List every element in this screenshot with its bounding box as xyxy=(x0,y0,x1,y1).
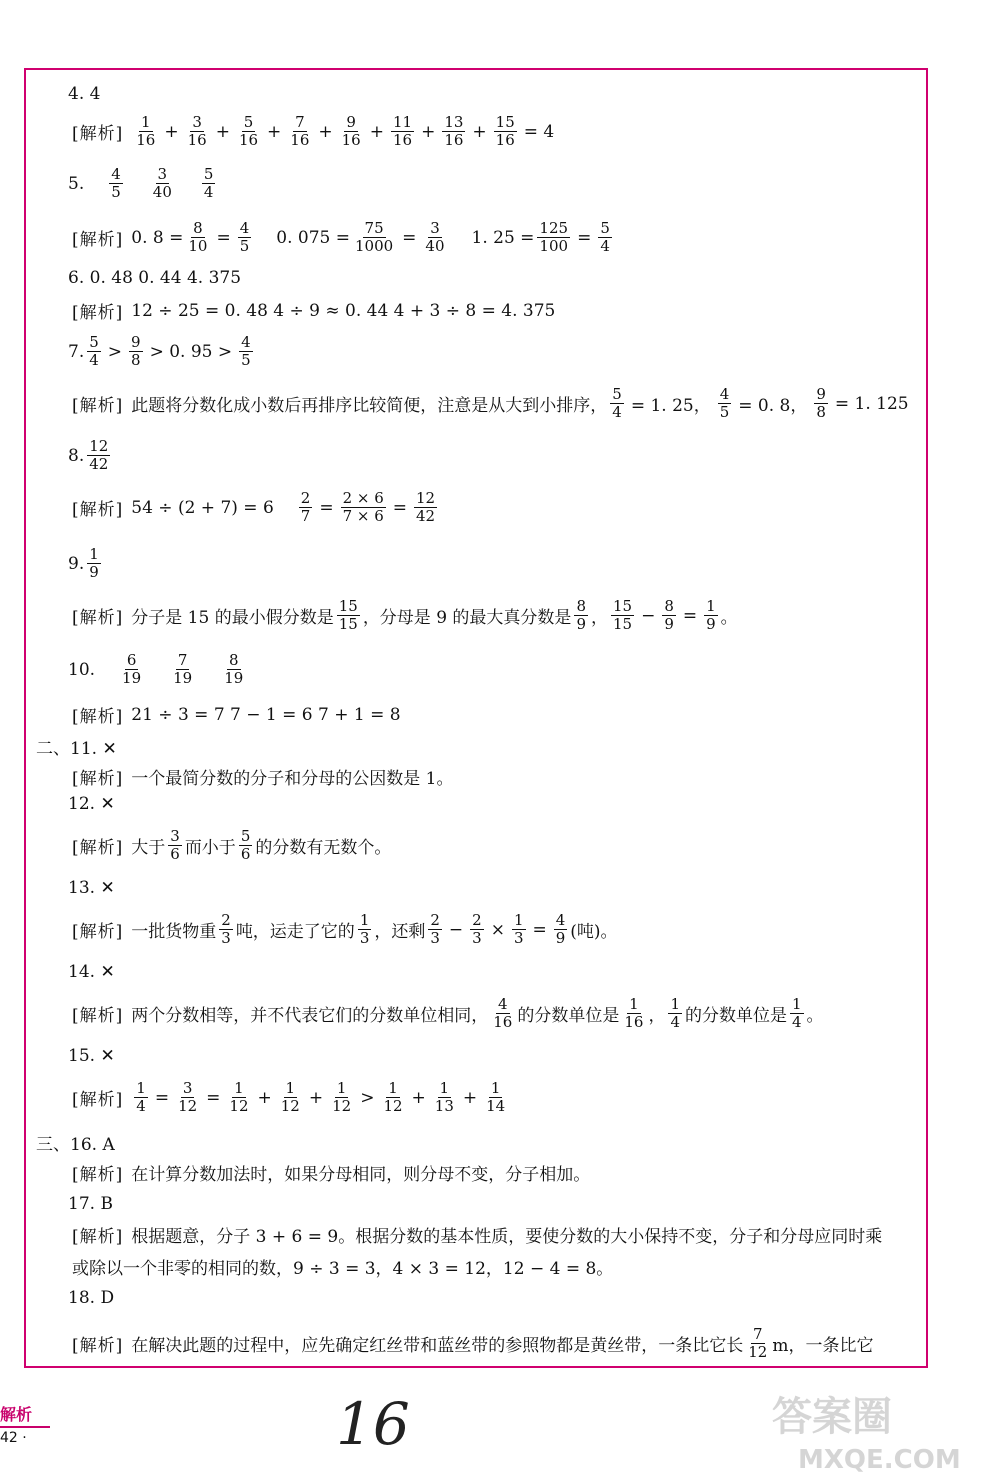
denominator: 4 xyxy=(612,403,622,421)
q14-analysis xyxy=(72,996,824,1031)
fraction xyxy=(279,1080,302,1115)
fraction xyxy=(186,114,209,149)
operator: > 0. 95 > xyxy=(149,341,233,362)
denominator: 42 xyxy=(89,455,109,473)
operator: = xyxy=(216,227,231,248)
fraction xyxy=(353,220,395,255)
footer-rule xyxy=(0,1426,50,1428)
numerator: 8 xyxy=(229,651,239,669)
analysis-text: 21 ÷ 3 = 7 7 − 1 = 6 7 + 1 = 8 xyxy=(131,704,401,725)
text: 的分数有无数个。 xyxy=(255,838,392,858)
operator: > xyxy=(107,341,123,362)
operator: × xyxy=(490,919,505,940)
fraction xyxy=(622,996,645,1031)
q15-analysis xyxy=(72,1080,510,1115)
denominator: 4 xyxy=(600,237,610,255)
analysis-text: 根据题意，分子 3 + 6 = 9。根据分数的基本性质，要使分数的大小保持不变，分子和分母应同时乘 xyxy=(131,1227,883,1247)
denominator: 15 xyxy=(612,615,633,633)
operator: + xyxy=(462,1087,478,1108)
numerator: 3 xyxy=(157,165,168,183)
denominator: 16 xyxy=(392,131,413,149)
footer-label: 解析 xyxy=(0,1405,33,1424)
numerator: 1 xyxy=(89,545,99,563)
analysis-tag: [解析] xyxy=(72,1165,124,1185)
numerator: 5 xyxy=(600,219,610,237)
operator: − xyxy=(641,605,656,626)
fraction xyxy=(219,912,233,947)
denominator: 3 xyxy=(472,929,482,947)
fraction xyxy=(537,220,570,255)
fraction xyxy=(176,1080,199,1115)
denominator: 16 xyxy=(341,131,361,149)
answer-fraction xyxy=(120,652,143,687)
denominator: 12 xyxy=(383,1097,403,1115)
fraction xyxy=(168,828,182,863)
analysis-text: 或除以一个非零的相同的数，9 ÷ 3 = 3，4 × 3 = 12，12 − 4 = 8。 xyxy=(72,1259,614,1279)
numerator: 15 xyxy=(495,113,515,131)
denominator: 5 xyxy=(111,183,121,201)
fraction xyxy=(574,598,588,633)
answer-number: 8. xyxy=(68,445,85,466)
denominator: 4 xyxy=(203,183,214,201)
q14-answer xyxy=(68,962,115,982)
operator: = xyxy=(402,227,417,248)
q4-analysis xyxy=(72,114,558,149)
fraction xyxy=(718,386,732,421)
q8-analysis xyxy=(72,490,440,525)
analysis-text: 54 ÷ (2 + 7) = 6 xyxy=(131,497,274,518)
numerator: 1 xyxy=(629,995,639,1013)
denominator: 16 xyxy=(495,131,515,149)
q8-answer xyxy=(68,438,113,473)
fraction xyxy=(337,598,360,633)
fraction xyxy=(239,334,253,369)
analysis-text: 在计算分数加法时，如果分母相同，则分母不变，分子相加。 xyxy=(131,1165,591,1185)
denominator: 100 xyxy=(539,237,569,255)
denominator: 9 xyxy=(706,615,716,633)
fraction xyxy=(134,114,157,149)
denominator: 7 xyxy=(300,507,311,525)
fraction xyxy=(186,220,209,255)
numerator: 12 xyxy=(89,437,109,455)
numerator: 7 xyxy=(753,1325,763,1343)
answer-text: 6. 0. 48 0. 44 4. 375 xyxy=(68,268,242,288)
denominator: 7 × 6 xyxy=(342,507,384,525)
fraction xyxy=(428,912,442,947)
denominator: 19 xyxy=(224,669,244,687)
fraction xyxy=(238,220,252,255)
operator: = xyxy=(319,497,334,518)
numerator: 9 xyxy=(131,333,141,351)
denominator: 9 xyxy=(576,615,586,633)
numerator: 2 xyxy=(300,489,311,507)
denominator: 9 xyxy=(89,563,99,581)
fraction xyxy=(239,828,253,863)
answer-text: 13. ✕ xyxy=(68,878,115,898)
denominator: 10 xyxy=(188,237,208,255)
operator: = xyxy=(392,497,408,518)
text: 的分数单位是 xyxy=(685,1006,787,1026)
answer-fraction xyxy=(171,652,194,687)
denominator: 3 xyxy=(513,929,524,947)
denominator: 14 xyxy=(486,1097,506,1115)
analysis-tag: [解析] xyxy=(72,707,124,727)
denominator: 12 xyxy=(748,1343,768,1361)
denominator: 4 xyxy=(792,1013,802,1031)
numerator: 8 xyxy=(193,219,203,237)
operator: + xyxy=(257,1087,272,1108)
q15-answer xyxy=(68,1046,115,1066)
numerator: 7 xyxy=(177,651,188,669)
q10-answer xyxy=(68,652,248,687)
analysis-tag: [解析] xyxy=(72,1006,124,1026)
denominator: 6 xyxy=(170,845,180,863)
analysis-tag: [解析] xyxy=(72,1336,124,1356)
numerator: 1 xyxy=(141,113,151,131)
page-number: 42 · xyxy=(0,1430,27,1446)
q17-analysis xyxy=(72,1222,882,1247)
numerator: 11 xyxy=(392,113,413,131)
numerator: 5 xyxy=(203,165,214,183)
numerator: 5 xyxy=(243,113,254,131)
denominator: 3 xyxy=(359,929,370,947)
answer-text: 14. ✕ xyxy=(68,962,115,982)
answer-text: 18. D xyxy=(68,1288,115,1308)
denominator: 9 xyxy=(664,615,674,633)
denominator: 9 xyxy=(555,929,566,947)
operator: > xyxy=(360,1087,375,1108)
q9-answer xyxy=(68,546,104,581)
q11-analysis xyxy=(72,764,454,789)
denominator: 16 xyxy=(238,131,259,149)
q13-analysis xyxy=(72,912,618,947)
operator: = xyxy=(206,1087,221,1108)
text: 。 xyxy=(720,608,738,628)
numerator: 5 xyxy=(89,333,99,351)
operator: + xyxy=(267,121,282,142)
fraction xyxy=(134,1080,148,1115)
fraction xyxy=(227,1080,250,1115)
denominator: 8 xyxy=(131,351,141,369)
q18-analysis xyxy=(72,1326,873,1361)
denominator: 16 xyxy=(136,131,156,149)
operator: + xyxy=(318,121,333,142)
handwritten-page-number: 16 xyxy=(336,1390,410,1458)
text: 大于 xyxy=(131,838,166,858)
denominator: 15 xyxy=(338,615,358,633)
q17-answer xyxy=(68,1194,113,1214)
denominator: 4 xyxy=(136,1097,146,1115)
q5-answer xyxy=(68,166,218,201)
q18-answer xyxy=(68,1288,114,1308)
numerator: 4 xyxy=(239,219,250,237)
analysis-tag: [解析] xyxy=(72,124,124,144)
numerator: 15 xyxy=(338,597,358,615)
numerator: 1 xyxy=(439,1079,450,1097)
denominator: 4 xyxy=(670,1013,680,1031)
fraction xyxy=(358,912,372,947)
operator: + xyxy=(421,121,436,142)
operator: + xyxy=(308,1087,324,1108)
answer-fraction xyxy=(87,438,110,473)
numerator: 15 xyxy=(612,597,633,615)
denominator: 3 xyxy=(221,929,231,947)
text: 1. 25 = xyxy=(471,227,535,248)
text: ， xyxy=(590,608,608,628)
analysis-tag: [解析] xyxy=(72,1090,124,1110)
analysis-tag: [解析] xyxy=(72,500,124,520)
numerator: 6 xyxy=(126,651,137,669)
q7-analysis xyxy=(72,386,913,421)
numerator: 4 xyxy=(241,333,251,351)
q10-analysis xyxy=(72,702,401,727)
text: 两个分数相等，并不代表它们的分数单位相同， xyxy=(131,1006,489,1026)
answer-fraction xyxy=(151,166,174,201)
numerator: 7 xyxy=(295,113,305,131)
fraction xyxy=(237,114,260,149)
q13-answer xyxy=(68,878,115,898)
numerator: 1 xyxy=(285,1079,296,1097)
answer-text: 15. ✕ xyxy=(68,1046,115,1066)
numerator: 4 xyxy=(111,165,121,183)
denominator: 40 xyxy=(425,237,445,255)
answer-number: 7. xyxy=(68,341,85,362)
watermark-text: 答案圈 xyxy=(772,1394,892,1440)
numerator: 1 xyxy=(136,1079,146,1097)
fraction xyxy=(414,490,437,525)
numerator: 2 xyxy=(472,911,482,929)
answer-number: 9. xyxy=(68,553,85,574)
q9-analysis xyxy=(72,598,738,633)
fraction xyxy=(746,1326,769,1361)
section-2-q11-answer xyxy=(36,734,117,759)
analysis-text: 一个最简分数的分子和分母的公因数是 1。 xyxy=(131,769,454,789)
operator: + xyxy=(472,121,487,142)
operator: = xyxy=(577,227,592,248)
fraction xyxy=(704,598,718,633)
fraction xyxy=(610,386,624,421)
denominator: 5 xyxy=(239,237,250,255)
numerator: 3 xyxy=(170,827,180,845)
denominator: 13 xyxy=(434,1097,454,1115)
denominator: 16 xyxy=(624,1013,644,1031)
answer-number: 5. xyxy=(68,173,85,194)
analysis-tag: [解析] xyxy=(72,303,124,323)
denominator: 16 xyxy=(493,1013,513,1031)
text: (吨)。 xyxy=(570,922,618,942)
q6-answer xyxy=(68,268,241,288)
numerator: 9 xyxy=(816,385,826,403)
operator: = xyxy=(682,605,698,626)
answer-fraction xyxy=(109,166,123,201)
section-label: 二、11. ✕ xyxy=(36,739,117,759)
q16-analysis xyxy=(72,1160,590,1185)
fraction xyxy=(330,1080,353,1115)
fraction xyxy=(391,114,414,149)
operator: − xyxy=(448,919,464,940)
operator: + xyxy=(215,121,230,142)
fraction xyxy=(340,114,363,149)
operator: + xyxy=(411,1087,426,1108)
fraction xyxy=(790,996,804,1031)
q12-answer xyxy=(68,794,115,814)
operator: = 4 xyxy=(523,121,555,142)
analysis-text: m，一条比它 xyxy=(772,1336,874,1356)
numerator: 13 xyxy=(444,113,464,131)
fraction xyxy=(87,334,101,369)
watermark-url: MXQE.COM xyxy=(798,1445,961,1475)
fraction xyxy=(494,114,517,149)
analysis-tag: [解析] xyxy=(72,1227,124,1247)
numerator: 1 xyxy=(336,1079,347,1097)
analysis-tag: [解析] xyxy=(72,769,124,789)
denominator: 12 xyxy=(229,1097,249,1115)
denominator: 16 xyxy=(290,131,310,149)
numerator: 9 xyxy=(346,113,356,131)
analysis-tag: [解析] xyxy=(72,838,124,858)
fraction xyxy=(668,996,682,1031)
numerator: 1 xyxy=(513,911,524,929)
denominator: 3 xyxy=(430,929,440,947)
fraction xyxy=(512,912,526,947)
analysis-text: 此题将分数化成小数后再排序比较简便，注意是从大到小排序， xyxy=(131,396,608,416)
numerator: 1 xyxy=(388,1079,398,1097)
denominator: 42 xyxy=(416,507,436,525)
answer-text: 12. ✕ xyxy=(68,794,115,814)
numerator: 3 xyxy=(430,219,440,237)
analysis-tag: [解析] xyxy=(72,922,124,942)
numerator: 4 xyxy=(719,385,730,403)
denominator: 12 xyxy=(178,1097,198,1115)
denominator: 1000 xyxy=(354,237,394,255)
numerator: 2 xyxy=(221,911,231,929)
q6-analysis xyxy=(72,298,555,323)
numerator: 1 xyxy=(706,597,716,615)
operator: + xyxy=(164,121,179,142)
numerator: 3 xyxy=(182,1079,193,1097)
numerator: 1 xyxy=(670,995,680,1013)
denominator: 16 xyxy=(444,131,464,149)
text: 的分数单位是 xyxy=(517,1006,620,1026)
numerator: 8 xyxy=(664,597,674,615)
q17-analysis-cont xyxy=(72,1254,613,1279)
answer-text: 4. 4 xyxy=(68,84,101,104)
operator: = 1. 125 xyxy=(834,393,909,414)
analysis-tag: [解析] xyxy=(72,230,124,250)
operator: = xyxy=(154,1087,170,1108)
denominator: 4 xyxy=(89,351,99,369)
q4-answer xyxy=(68,84,100,104)
denominator: 6 xyxy=(240,845,251,863)
numerator: 3 xyxy=(192,113,202,131)
fraction xyxy=(470,912,484,947)
q12-analysis xyxy=(72,828,391,863)
fraction xyxy=(423,220,446,255)
answer-fraction xyxy=(222,652,245,687)
text: 分子是 15 的最小假分数是 xyxy=(131,608,334,628)
numerator: 125 xyxy=(539,219,569,237)
text: 吨，运走了它的 xyxy=(235,922,355,942)
numerator: 5 xyxy=(240,827,251,845)
analysis-tag: [解析] xyxy=(72,608,124,628)
numerator: 2 xyxy=(430,911,440,929)
numerator: 5 xyxy=(612,385,622,403)
numerator: 8 xyxy=(576,597,586,615)
text: 而小于 xyxy=(184,838,236,858)
denominator: 12 xyxy=(332,1097,352,1115)
denominator: 19 xyxy=(173,669,193,687)
fraction xyxy=(814,386,828,421)
fraction xyxy=(341,490,386,525)
analysis-tag: [解析] xyxy=(72,396,124,416)
section-3-q16-answer xyxy=(36,1130,115,1155)
text: 。 xyxy=(806,1006,824,1026)
fraction xyxy=(288,114,311,149)
text: ， xyxy=(648,1006,666,1026)
numerator: 1 xyxy=(359,911,370,929)
numerator: 1 xyxy=(490,1079,501,1097)
numerator: 4 xyxy=(555,911,566,929)
operator: = xyxy=(532,919,547,940)
analysis-text: 在解决此题的过程中，应先确定红丝带和蓝丝带的参照物都是黄丝带，一条比它长 xyxy=(131,1336,744,1356)
answer-fraction xyxy=(87,546,101,581)
operator: = 0. 8， xyxy=(738,396,808,416)
watermark-logo xyxy=(768,1386,994,1476)
operator: = 1. 25， xyxy=(630,396,711,416)
text: ，还剩 xyxy=(374,922,426,942)
denominator: 5 xyxy=(719,403,730,421)
fraction xyxy=(491,996,514,1031)
fraction xyxy=(433,1080,456,1115)
denominator: 8 xyxy=(816,403,826,421)
answer-number: 10. xyxy=(68,659,96,680)
text: 0. 8 = xyxy=(131,227,184,248)
denominator: 16 xyxy=(187,131,207,149)
numerator: 12 xyxy=(416,489,436,507)
numerator: 4 xyxy=(498,995,508,1013)
numerator: 75 xyxy=(364,219,384,237)
denominator: 40 xyxy=(152,183,172,201)
denominator: 12 xyxy=(280,1097,300,1115)
text: ，分母是 9 的最大真分数是 xyxy=(362,608,572,628)
section-label: 三、16. A xyxy=(36,1135,115,1155)
answer-fraction xyxy=(202,166,216,201)
q5-analysis xyxy=(72,220,615,255)
analysis-text: 12 ÷ 25 = 0. 48 4 ÷ 9 ≈ 0. 44 4 + 3 ÷ 8 = 4. 375 xyxy=(131,300,556,321)
q7-answer xyxy=(68,334,256,369)
text: 0. 075 = xyxy=(276,227,350,248)
fraction xyxy=(662,598,676,633)
fraction xyxy=(598,220,612,255)
fraction xyxy=(554,912,568,947)
fraction xyxy=(442,114,465,149)
numerator: 1 xyxy=(234,1079,244,1097)
fraction xyxy=(611,598,634,633)
numerator: 1 xyxy=(792,995,802,1013)
denominator: 5 xyxy=(241,351,251,369)
fraction xyxy=(129,334,143,369)
denominator: 19 xyxy=(122,669,142,687)
numerator: 2 × 6 xyxy=(342,489,384,507)
fraction xyxy=(299,490,313,525)
operator: + xyxy=(369,121,384,142)
fraction xyxy=(484,1080,507,1115)
fraction xyxy=(381,1080,404,1115)
text: 一批货物重 xyxy=(131,922,217,942)
answer-text: 17. B xyxy=(68,1194,113,1214)
